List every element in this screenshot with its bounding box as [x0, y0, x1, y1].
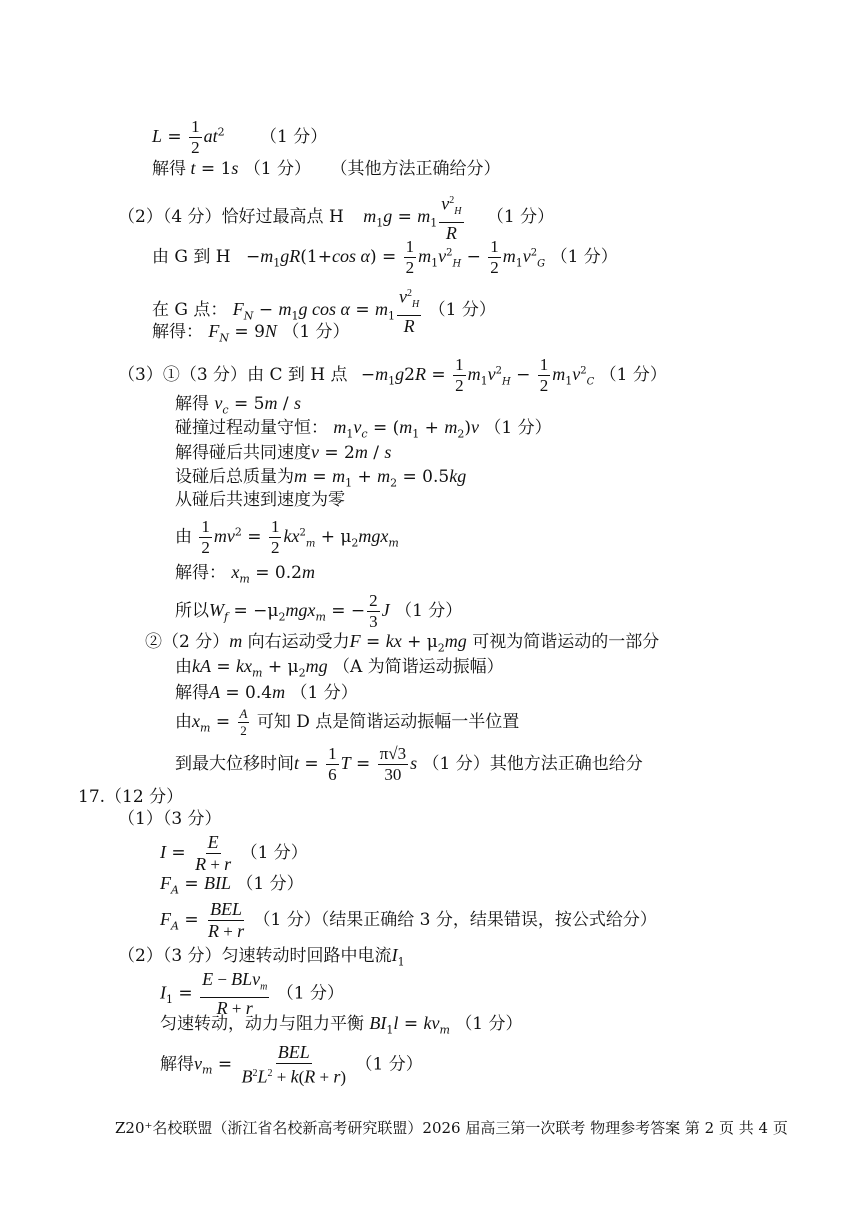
line-balance: 匀速转动，动力与阻力平衡 $BI_1l = kv_m$ （1 分）: [160, 1013, 523, 1037]
line-common-speed: 解得碰后共同速度v = 2m / s: [175, 442, 392, 463]
points: （1 分）: [395, 601, 463, 621]
line-vm: 解得$v_m$ = BEL $B^2L^2 + k(R + r)$ （1 分）: [160, 1042, 423, 1087]
line-fa-result: $F_A$ = BEL R + r （1 分）（结果正确给 3 分，结果错误，按公式给分）: [160, 899, 657, 941]
line-fa-bil: $F_A$ = BIL （1 分）: [160, 873, 304, 897]
line-vc: 解得 $v_c = 5m / s$: [175, 393, 302, 417]
note: （A 为简谐运动振幅）: [332, 657, 504, 677]
points: （1 分）: [355, 1054, 423, 1075]
points: （1 分）: [550, 247, 618, 267]
line-ka: 由kA = $kx_m + \mu_2mg$ （A 为简谐运动振幅）: [175, 656, 504, 680]
points: （1 分）: [599, 365, 667, 385]
line-xm: 解得： $x_m = 0.2m$: [175, 562, 315, 586]
page-footer: Z20⁺名校联盟（浙江省名校新高考研究联盟）2026 届高三第一次联考 物理参考答案 第 2 页 共 4 页: [115, 1119, 788, 1137]
points: （1 分）: [236, 874, 304, 894]
line-at-g: 在 G 点： $F_N - m_1g$ $\cos \alpha = m_1$ $\frac{v^2_H}{R}$ （1 分）: [152, 286, 496, 337]
points: （1 分）: [428, 300, 496, 321]
line-g-to-h: 由 G 到 $H -m_1gR(1+\cos$ α) = $\frac{1}{2}$ $m_1v^2_H$ − $\frac{1}{2}$ $m_1v^2_G$ （1 分）: [152, 237, 618, 277]
part3-c-to-h: （3）①（3 分）由 C 到 H 点 $-m_1g2R$ = $\frac{1}{2}$ $m_1v^2_H$ − $\frac{1}{2}$ $m_1v^2_C$ （1 分）: [118, 355, 667, 395]
points: （1 分）: [486, 207, 555, 228]
line-energy: 由 $\frac{1}{2}$ $mv^2$ = $\frac{1}{2}$ $kx^2_m + \mu_2mgx_m$: [175, 517, 399, 557]
points: （1 分）: [243, 159, 312, 179]
line-wf: 所以$W_f = -\mu_2mgx_m$ = − $\frac{2}{3}$ J （1 分）: [175, 591, 463, 631]
question-17-heading: 17.（12 分）: [78, 787, 184, 807]
q17-part2-heading: （2）（3 分）匀速转动时回路中电流$I_1$: [118, 945, 405, 969]
points: （1 分）: [240, 843, 308, 863]
q17-part1-heading: （1）（3 分）: [118, 809, 222, 829]
line-i1: $I_1$ = E − BLv$_m$ R + r （1 分）: [160, 969, 345, 1019]
line-total-mass: 设碰后总质量为$m = m_1 + m_2 = 0.5kg$: [175, 466, 467, 490]
line-t-result: 解得 t = 1s （1 分） （其他方法正确给分）: [152, 158, 501, 179]
part3-shm: ②（2 分）m 向右运动受力F = kx + $\mu_2mg$ 可视为简谐运动的一部分: [145, 631, 660, 655]
points: （1 分）: [422, 754, 490, 774]
part2-highest-point: （2）（4 分）恰好过最高点 H $m_1g = m_1$ $\frac{v^2_H}{R}$ （1 分）: [118, 193, 555, 244]
line-time: 到最大位移时间t = $\frac{1}{6}$ T = $\frac{\pi√3}{30}$ s （1 分）其他方法正确也给分: [175, 744, 643, 784]
points: （1 分）: [260, 127, 328, 147]
points: （1 分）: [455, 1014, 523, 1034]
points: （1 分）: [253, 910, 321, 930]
line-xm-half: 由$x_m$ = $\frac{A}{2}$ 可知 D 点是简谐运动振幅一半位置: [175, 706, 520, 738]
line-to-zero: 从碰后共速到速度为零: [175, 490, 345, 510]
line-momentum: 碰撞过程动量守恒： $m_1v_c = (m_1 + m_2)v$ （1 分）: [175, 417, 552, 441]
points: （1 分）: [282, 322, 350, 342]
points: （1 分）: [276, 983, 345, 1004]
note: （其他方法正确给分）: [330, 159, 501, 179]
points: （1 分）: [290, 683, 358, 703]
note: （结果正确给 3 分，结果错误，按公式给分）: [320, 910, 657, 930]
note: 其他方法正确也给分: [489, 754, 643, 774]
points: （1 分）: [484, 418, 552, 438]
line-fn-result: 解得： $F_N = 9N$ （1 分）: [152, 321, 350, 345]
line-a: 解得A = 0.4m （1 分）: [175, 682, 358, 703]
line-current-i: I = $\frac{E}{R + r}$ （1 分）: [160, 832, 308, 874]
eq-l-half-at2: L = $\frac{1}{2}$ $at^2$ （1 分）: [152, 117, 328, 157]
